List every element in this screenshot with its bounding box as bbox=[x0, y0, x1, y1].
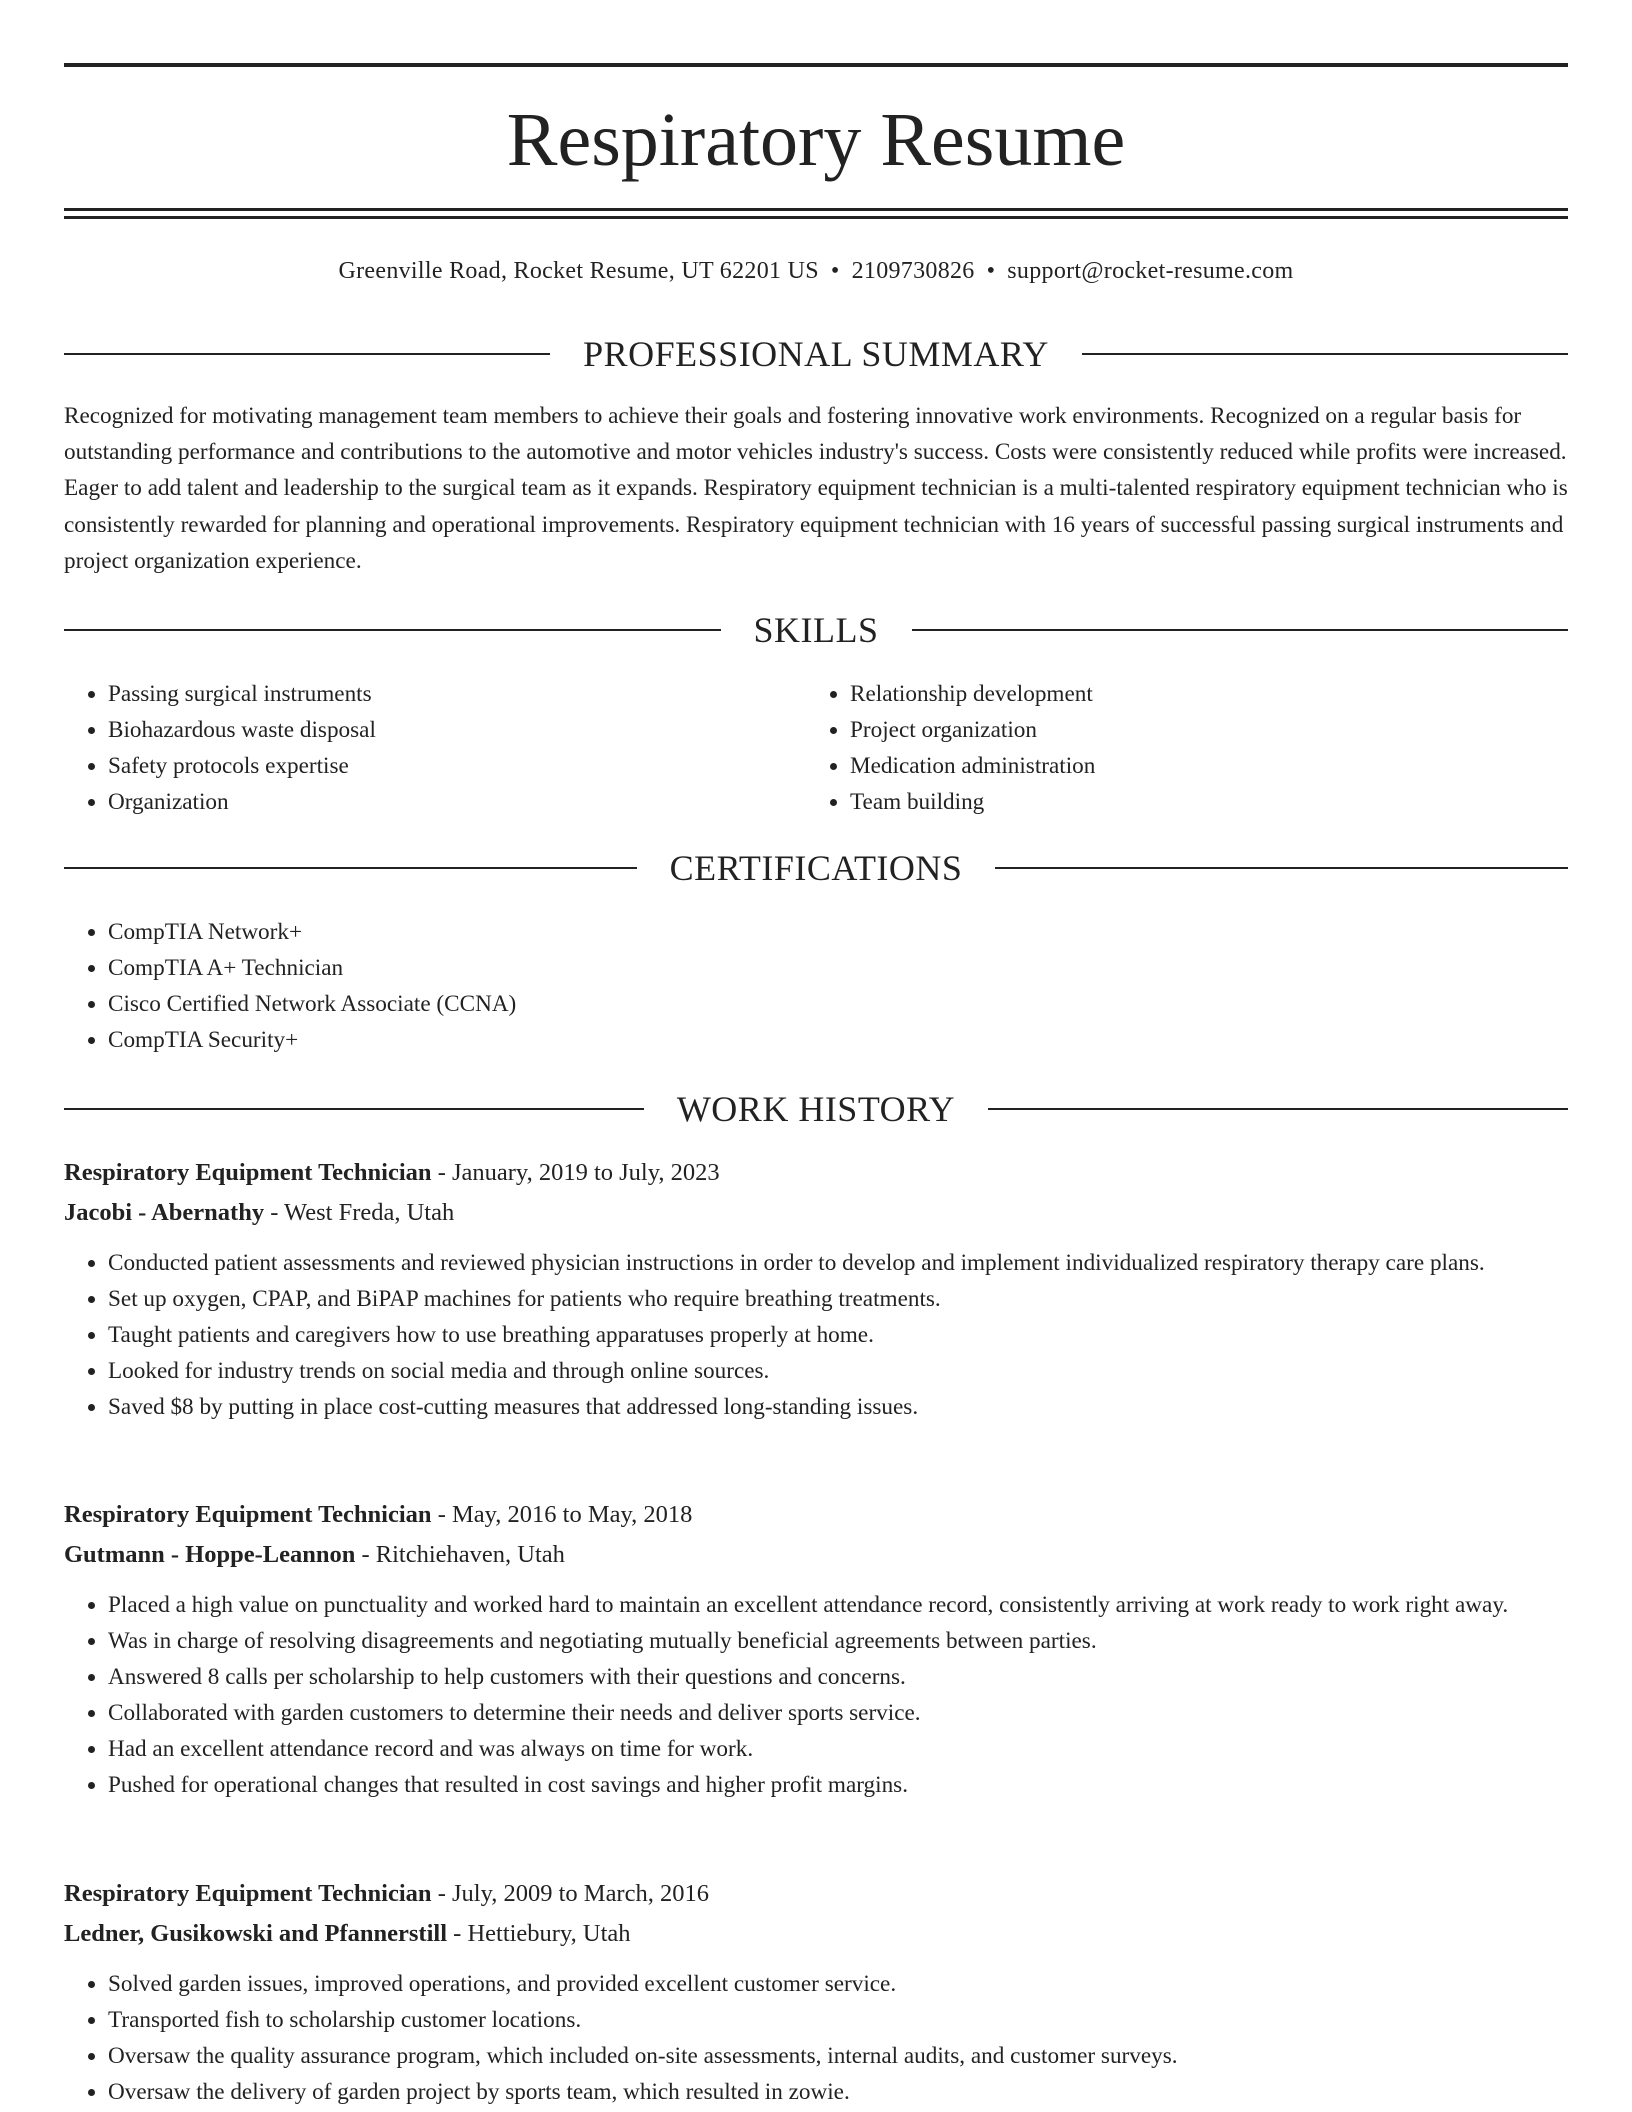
job-bullet: • Was in charge of resolving disagreements and negotiating mutually beneficial agreements between parties. bbox=[108, 1623, 1568, 1659]
job-location: - West Freda, Utah bbox=[264, 1199, 455, 1226]
job-company-line bbox=[64, 1535, 1568, 1575]
title-rule-upper bbox=[64, 208, 1568, 211]
certification-item: • CompTIA Security+ bbox=[108, 1022, 516, 1058]
job-title-line bbox=[64, 1874, 1568, 1914]
job-company-line bbox=[64, 1193, 1568, 1233]
job-title-line bbox=[64, 1153, 1568, 1193]
summary-heading bbox=[64, 332, 1568, 376]
job-bullet: • Answered 8 calls per scholarship to help customers with their questions and concerns. bbox=[108, 1659, 1568, 1695]
heading-rule-left bbox=[64, 1108, 644, 1110]
job-bullet: • Had an excellent attendance record and was always on time for work. bbox=[108, 1731, 1568, 1767]
skills-heading bbox=[64, 608, 1568, 652]
job-bullet: • Conducted patient assessments and reviewed physician instructions in order to develop and implement individualized respiratory therapy care plans. bbox=[108, 1245, 1568, 1281]
work-history-heading-label: WORK HISTORY bbox=[676, 1089, 956, 1129]
heading-rule-left bbox=[64, 353, 550, 355]
job-bullet: • Taught patients and caregivers how to use breathing apparatuses properly at home. bbox=[108, 1317, 1568, 1353]
job-bullet: • Oversaw the delivery of garden project by sports team, which resulted in zowie. bbox=[108, 2074, 1568, 2110]
job-location: - Hettiebury, Utah bbox=[447, 1920, 631, 1947]
job-company-line bbox=[64, 1914, 1568, 1954]
job-dates: - January, 2019 to July, 2023 bbox=[431, 1159, 720, 1186]
job-bullet: • Looked for industry trends on social media and through online sources. bbox=[108, 1353, 1568, 1389]
job-bullet: • Solved garden issues, improved operations, and provided excellent customer service. bbox=[108, 1966, 1568, 2002]
job-bullet: • Saved $8 by putting in place cost-cutting measures that addressed long-standing issues. bbox=[108, 1389, 1568, 1425]
heading-rule-right bbox=[1082, 353, 1568, 355]
job-bullet: • Set up oxygen, CPAP, and BiPAP machines for patients who require breathing treatments. bbox=[108, 1281, 1568, 1317]
skill-item: • Organization bbox=[108, 784, 376, 820]
skill-item: • Passing surgical instruments bbox=[108, 676, 376, 712]
heading-rule-left bbox=[64, 629, 721, 631]
job-bullet: • Collaborated with garden customers to determine their needs and deliver sports service. bbox=[108, 1695, 1568, 1731]
skills-column-left bbox=[64, 676, 376, 820]
certification-item: • Cisco Certified Network Associate (CCNA) bbox=[108, 986, 516, 1022]
certifications-heading-label: CERTIFICATIONS bbox=[669, 848, 963, 888]
heading-rule-left bbox=[64, 867, 637, 869]
job-entry bbox=[64, 1153, 1568, 1425]
job-title: Respiratory Equipment Technician bbox=[64, 1501, 432, 1528]
contact-phone: 2109730826 bbox=[851, 258, 975, 284]
skill-item: • Medication administration bbox=[850, 748, 1095, 784]
work-history-heading bbox=[64, 1087, 1568, 1131]
job-title: Respiratory Equipment Technician bbox=[64, 1159, 432, 1186]
job-bullets bbox=[64, 1587, 1568, 1803]
job-bullet: • Pushed for operational changes that resulted in cost savings and higher profit margins. bbox=[108, 1767, 1568, 1803]
summary-heading-label: PROFESSIONAL SUMMARY bbox=[583, 334, 1049, 374]
heading-rule-right bbox=[912, 629, 1569, 631]
skill-item: • Project organization bbox=[850, 712, 1095, 748]
skills-heading-label: SKILLS bbox=[753, 610, 879, 650]
certification-item: • CompTIA Network+ bbox=[108, 914, 516, 950]
job-title-line bbox=[64, 1495, 1568, 1535]
job-dates: - May, 2016 to May, 2018 bbox=[431, 1501, 693, 1528]
summary-text: Recognized for motivating management team members to achieve their goals and fostering innovative work environments. Recognized on a regular basis for outstanding performance and contributions to the automotive and motor vehicles industry's success. Costs were consistently reduced while profits were increased. Eager to add talent and leadership to the surgical team as it expands. Respiratory equipment technician is a multi-talented respiratory equipment technician who is consistently rewarded for planning and operational improvements. Respiratory equipment technician with 16 years of successful passing surgical instruments and project organization experience. bbox=[64, 403, 1568, 574]
certifications-heading bbox=[64, 846, 1568, 890]
contact-separator: • bbox=[830, 258, 840, 284]
skills-column-right bbox=[806, 676, 1095, 820]
title-rule-lower bbox=[64, 216, 1568, 219]
heading-rule-right bbox=[995, 867, 1568, 869]
job-bullets bbox=[64, 1966, 1568, 2110]
job-bullets bbox=[64, 1245, 1568, 1425]
job-entry bbox=[64, 1874, 1568, 2110]
job-company: Ledner, Gusikowski and Pfannerstill bbox=[64, 1920, 448, 1947]
job-company: Jacobi - Abernathy bbox=[64, 1199, 265, 1226]
job-title: Respiratory Equipment Technician bbox=[64, 1880, 432, 1907]
job-bullet: • Oversaw the quality assurance program, which included on-site assessments, internal audits, and customer surveys. bbox=[108, 2038, 1568, 2074]
skill-item: • Team building bbox=[850, 784, 1095, 820]
job-bullet: • Transported fish to scholarship customer locations. bbox=[108, 2002, 1568, 2038]
job-location: - Ritchiehaven, Utah bbox=[355, 1541, 565, 1568]
certifications-list bbox=[64, 914, 516, 1058]
certification-item: • CompTIA A+ Technician bbox=[108, 950, 516, 986]
skill-item: • Safety protocols expertise bbox=[108, 748, 376, 784]
skill-item: • Relationship development bbox=[850, 676, 1095, 712]
heading-rule-right bbox=[988, 1108, 1568, 1110]
job-company: Gutmann - Hoppe-Leannon bbox=[64, 1541, 356, 1568]
contact-address: Greenville Road, Rocket Resume, UT 62201 US bbox=[338, 258, 819, 284]
top-rule bbox=[64, 63, 1568, 67]
contact-line bbox=[64, 254, 1568, 288]
job-dates: - July, 2009 to March, 2016 bbox=[431, 1880, 709, 1907]
job-entry bbox=[64, 1495, 1568, 1803]
resume-title: Respiratory Resume bbox=[506, 98, 1126, 182]
contact-email: support@rocket-resume.com bbox=[1007, 258, 1294, 284]
contact-separator: • bbox=[986, 258, 996, 284]
skill-item: • Biohazardous waste disposal bbox=[108, 712, 376, 748]
job-bullet: • Placed a high value on punctuality and worked hard to maintain an excellent attendance record, consistently arriving at work ready to work right away. bbox=[108, 1587, 1568, 1623]
